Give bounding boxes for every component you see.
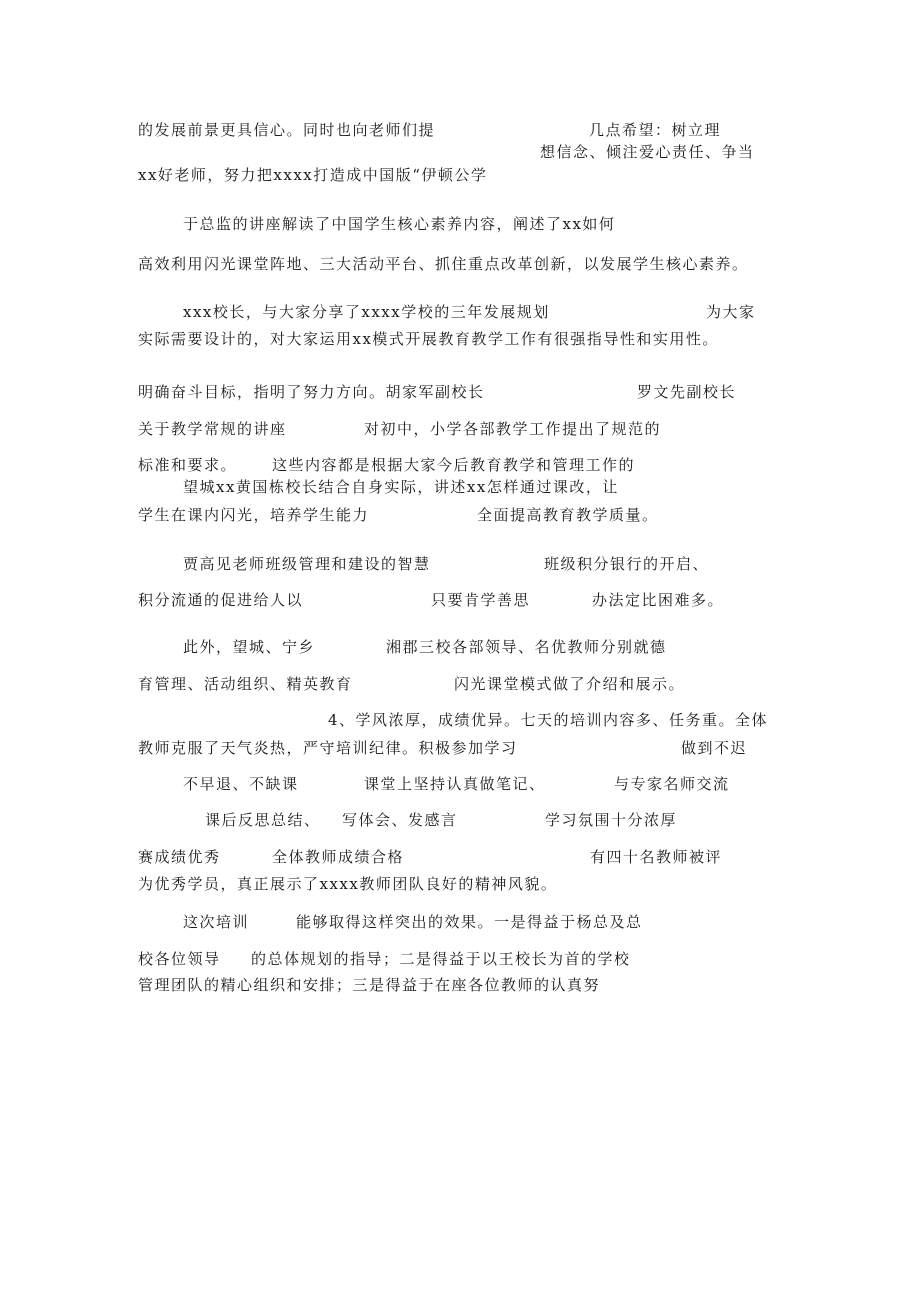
text-line: 此外，望城、宁乡 <box>183 638 316 656</box>
text-line: xx好老师，努力把xxxx打造成中国版“伊顿公学 <box>138 166 488 184</box>
text-line: 于总监的讲座解读了中国学生核心素养内容，阐述了xx如何 <box>183 215 616 233</box>
text-line: 贾高见老师班级管理和建设的智慧 <box>183 555 431 573</box>
text-line: 关于教学常规的讲座 <box>138 420 287 438</box>
text-line: 标准和要求。 <box>138 456 238 474</box>
text-line: 校各位领导 <box>138 950 221 968</box>
text-line: 为大家 <box>706 303 756 321</box>
text-line: 全面提高教育教学质量。 <box>477 506 659 524</box>
text-line: 与专家名师交流 <box>614 775 730 793</box>
text-line: 班级积分银行的开启、 <box>544 555 710 573</box>
text-line: 全体教师成绩合格 <box>272 848 405 866</box>
text-line: 能够取得这样突出的效果。一是得益于杨总及总 <box>296 913 643 931</box>
text-line: 几点希望：树立理 <box>589 121 722 139</box>
text-line: 教师克服了天气炎热，严守培训纪律。积极参加学习 <box>138 739 518 757</box>
text-line: 不早退、不缺课 <box>183 775 299 793</box>
text-line: 写体会、发感言 <box>342 811 458 829</box>
text-line: 的总体规划的指导；二是得益于以王校长为首的学校 <box>251 950 631 968</box>
text-line: 做到不迟 <box>681 739 748 757</box>
text-line: 学习氛围十分浓厚 <box>545 811 678 829</box>
text-line: 实际需要设计的，对大家运用xx模式开展教育教学工作有很强指导性和实用性。 <box>138 330 719 348</box>
text-line: 学生在课内闪光，培养学生能力 <box>138 506 370 524</box>
text-line: 为优秀学员，真正展示了xxxx教师团队良好的精神风貌。 <box>138 875 558 893</box>
text-line: 明确奋斗目标，指明了努力方向。胡家军副校长 <box>138 383 485 401</box>
text-line: 想信念、倾注爱心责任、争当 <box>540 143 755 161</box>
text-line: 这些内容都是根据大家今后教育教学和管理工作的 <box>272 456 636 474</box>
text-line: 望城xx黄国栋校长结合自身实际，讲述xx怎样通过课改，让 <box>183 478 619 496</box>
text-line: 课后反思总结、 <box>205 811 321 829</box>
text-line: 积分流通的促进给人以 <box>138 591 304 609</box>
text-line: 4、学风浓厚，成绩优异。七天的培训内容多、任务重。全体 <box>328 711 769 729</box>
text-line: 的发展前景更具信心。同时也向老师们提 <box>138 121 436 139</box>
text-line: 管理团队的精心组织和安排；三是得益于在座各位教师的认真努 <box>138 976 601 994</box>
text-line: 办法定比困难多。 <box>592 591 725 609</box>
text-line: xxx校长，与大家分享了xxxx学校的三年发展规划 <box>183 303 550 321</box>
text-line: 闪光课堂模式做了介绍和展示。 <box>454 675 686 693</box>
text-line: 有四十名教师被评 <box>590 848 723 866</box>
text-line: 对初中，小学各部教学工作提出了规范的 <box>364 420 662 438</box>
text-line: 课堂上坚持认真做笔记、 <box>364 775 546 793</box>
text-line: 罗文先副校长 <box>637 383 737 401</box>
text-line: 湘郡三校各部领导、名优教师分别就德 <box>386 638 667 656</box>
text-line: 高效利用闪光课堂阵地、三大活动平台、抓住重点改革创新，以发展学生核心素养。 <box>138 255 749 273</box>
text-line: 只要肯学善思 <box>431 591 531 609</box>
text-line: 这次培训 <box>183 913 250 931</box>
text-line: 赛成绩优秀 <box>138 848 221 866</box>
text-line: 育管理、活动组织、精英教育 <box>138 675 353 693</box>
